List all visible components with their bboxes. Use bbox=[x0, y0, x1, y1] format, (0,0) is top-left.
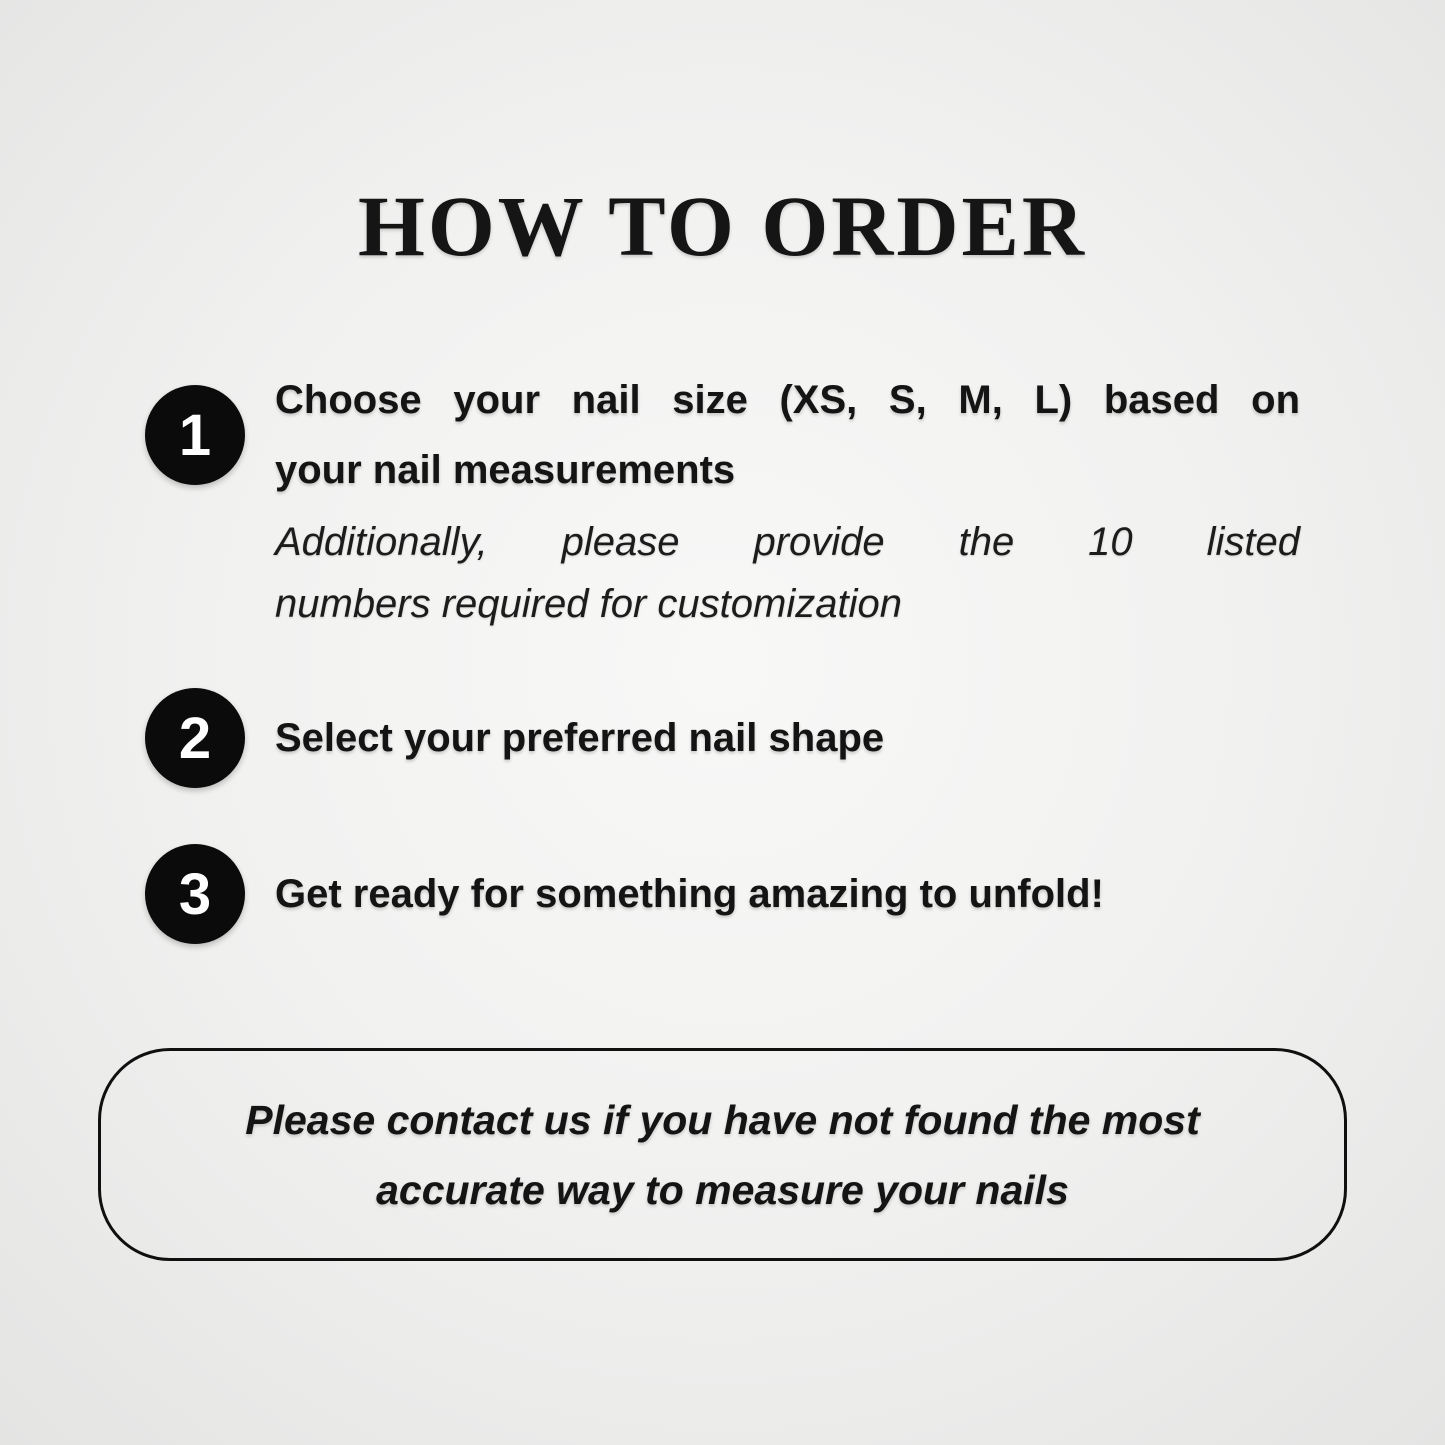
page-title: HOW TO ORDER bbox=[358, 178, 1087, 274]
step-1-note bbox=[275, 511, 1300, 635]
step-3 bbox=[145, 844, 1345, 944]
step-1-heading bbox=[275, 365, 1300, 505]
step-2-number-badge bbox=[145, 688, 245, 788]
contact-note-line-1: Please contact us if you have not found the most bbox=[245, 1096, 1200, 1143]
step-1-number-badge bbox=[145, 385, 245, 485]
step-3-number: 3 bbox=[178, 861, 212, 927]
step-1-note-line-1: Additionally, please provide the 10 listed bbox=[275, 520, 1300, 564]
contact-note-line-2: accurate way to measure your nails bbox=[376, 1166, 1069, 1213]
step-1-heading-line-2: your nail measurements bbox=[275, 448, 736, 492]
step-2-heading: Select your preferred nail shape bbox=[275, 716, 885, 760]
step-1-heading-line-1: Choose your nail size (XS, S, M, L) based on bbox=[275, 378, 1300, 422]
contact-note-box bbox=[98, 1048, 1347, 1261]
step-3-number-badge bbox=[145, 844, 245, 944]
step-1-note-line-2: numbers required for customization bbox=[275, 582, 902, 626]
step-2 bbox=[145, 688, 1345, 788]
step-3-heading: Get ready for something amazing to unfold! bbox=[275, 872, 1104, 916]
step-2-number: 2 bbox=[178, 705, 212, 771]
step-1-number: 1 bbox=[178, 402, 212, 468]
